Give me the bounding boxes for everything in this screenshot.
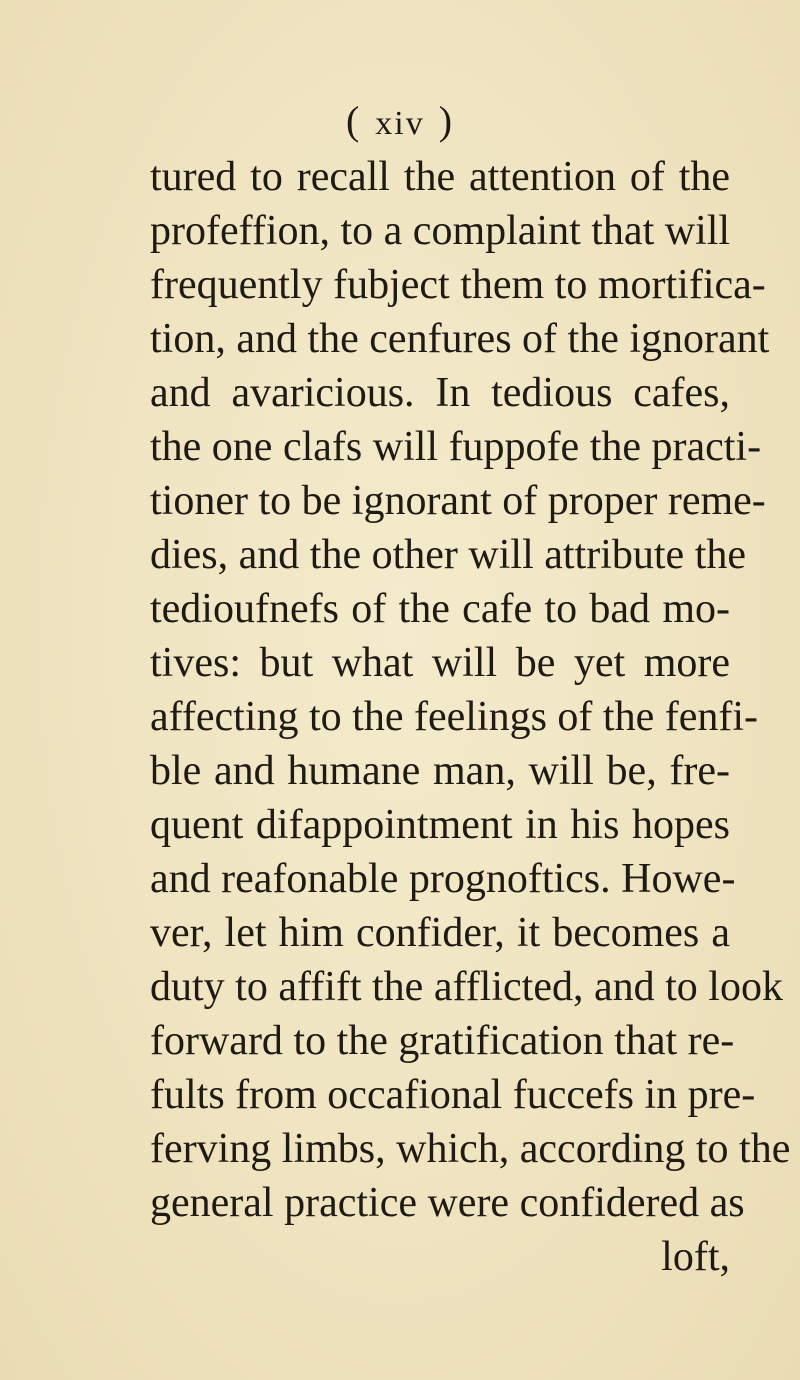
text-line: general practice were confidered as <box>150 1180 745 1226</box>
page-number: xiv <box>375 105 425 142</box>
text-line: tioner to be ignorant of proper reme- <box>150 478 766 524</box>
text-line: duty to affift the afflicted, and to look <box>150 964 783 1010</box>
header-close-paren: ) <box>438 98 455 143</box>
text-line: tives: but what will be yet more <box>150 640 730 686</box>
text-line: frequently fubject them to mortifica- <box>150 262 766 308</box>
text-line: ver, let him confider, it becomes a <box>150 910 730 956</box>
text-line: profeffion, to a complaint that will <box>150 208 731 254</box>
text-line: tion, and the cenfures of the ignorant <box>150 316 770 362</box>
body-text <box>150 150 791 1284</box>
page-header <box>0 96 800 149</box>
text-line: the one clafs will fuppofe the practi- <box>150 424 762 470</box>
catchword: loft, <box>661 1234 730 1280</box>
text-line: tured to recall the attention of the <box>150 154 730 200</box>
text-line: ferving limbs, which, according to the <box>150 1126 791 1172</box>
text-line: fults from occafional fuccefs in pre- <box>150 1072 756 1118</box>
text-line: and avaricious. In tedious cafes, <box>150 370 730 416</box>
text-line: forward to the gratification that re- <box>150 1018 735 1064</box>
text-line: tedioufnefs of the cafe to bad mo- <box>150 586 730 632</box>
header-open-paren: ( <box>345 98 362 143</box>
text-line: affecting to the feelings of the fenfi- <box>150 694 758 740</box>
text-line: quent difappointment in his hopes <box>150 802 730 848</box>
text-line: dies, and the other will attribute the <box>150 532 746 578</box>
text-line: and reafonable prognoftics. Howe- <box>150 856 736 902</box>
text-line: ble and humane man, will be, fre- <box>150 748 730 794</box>
